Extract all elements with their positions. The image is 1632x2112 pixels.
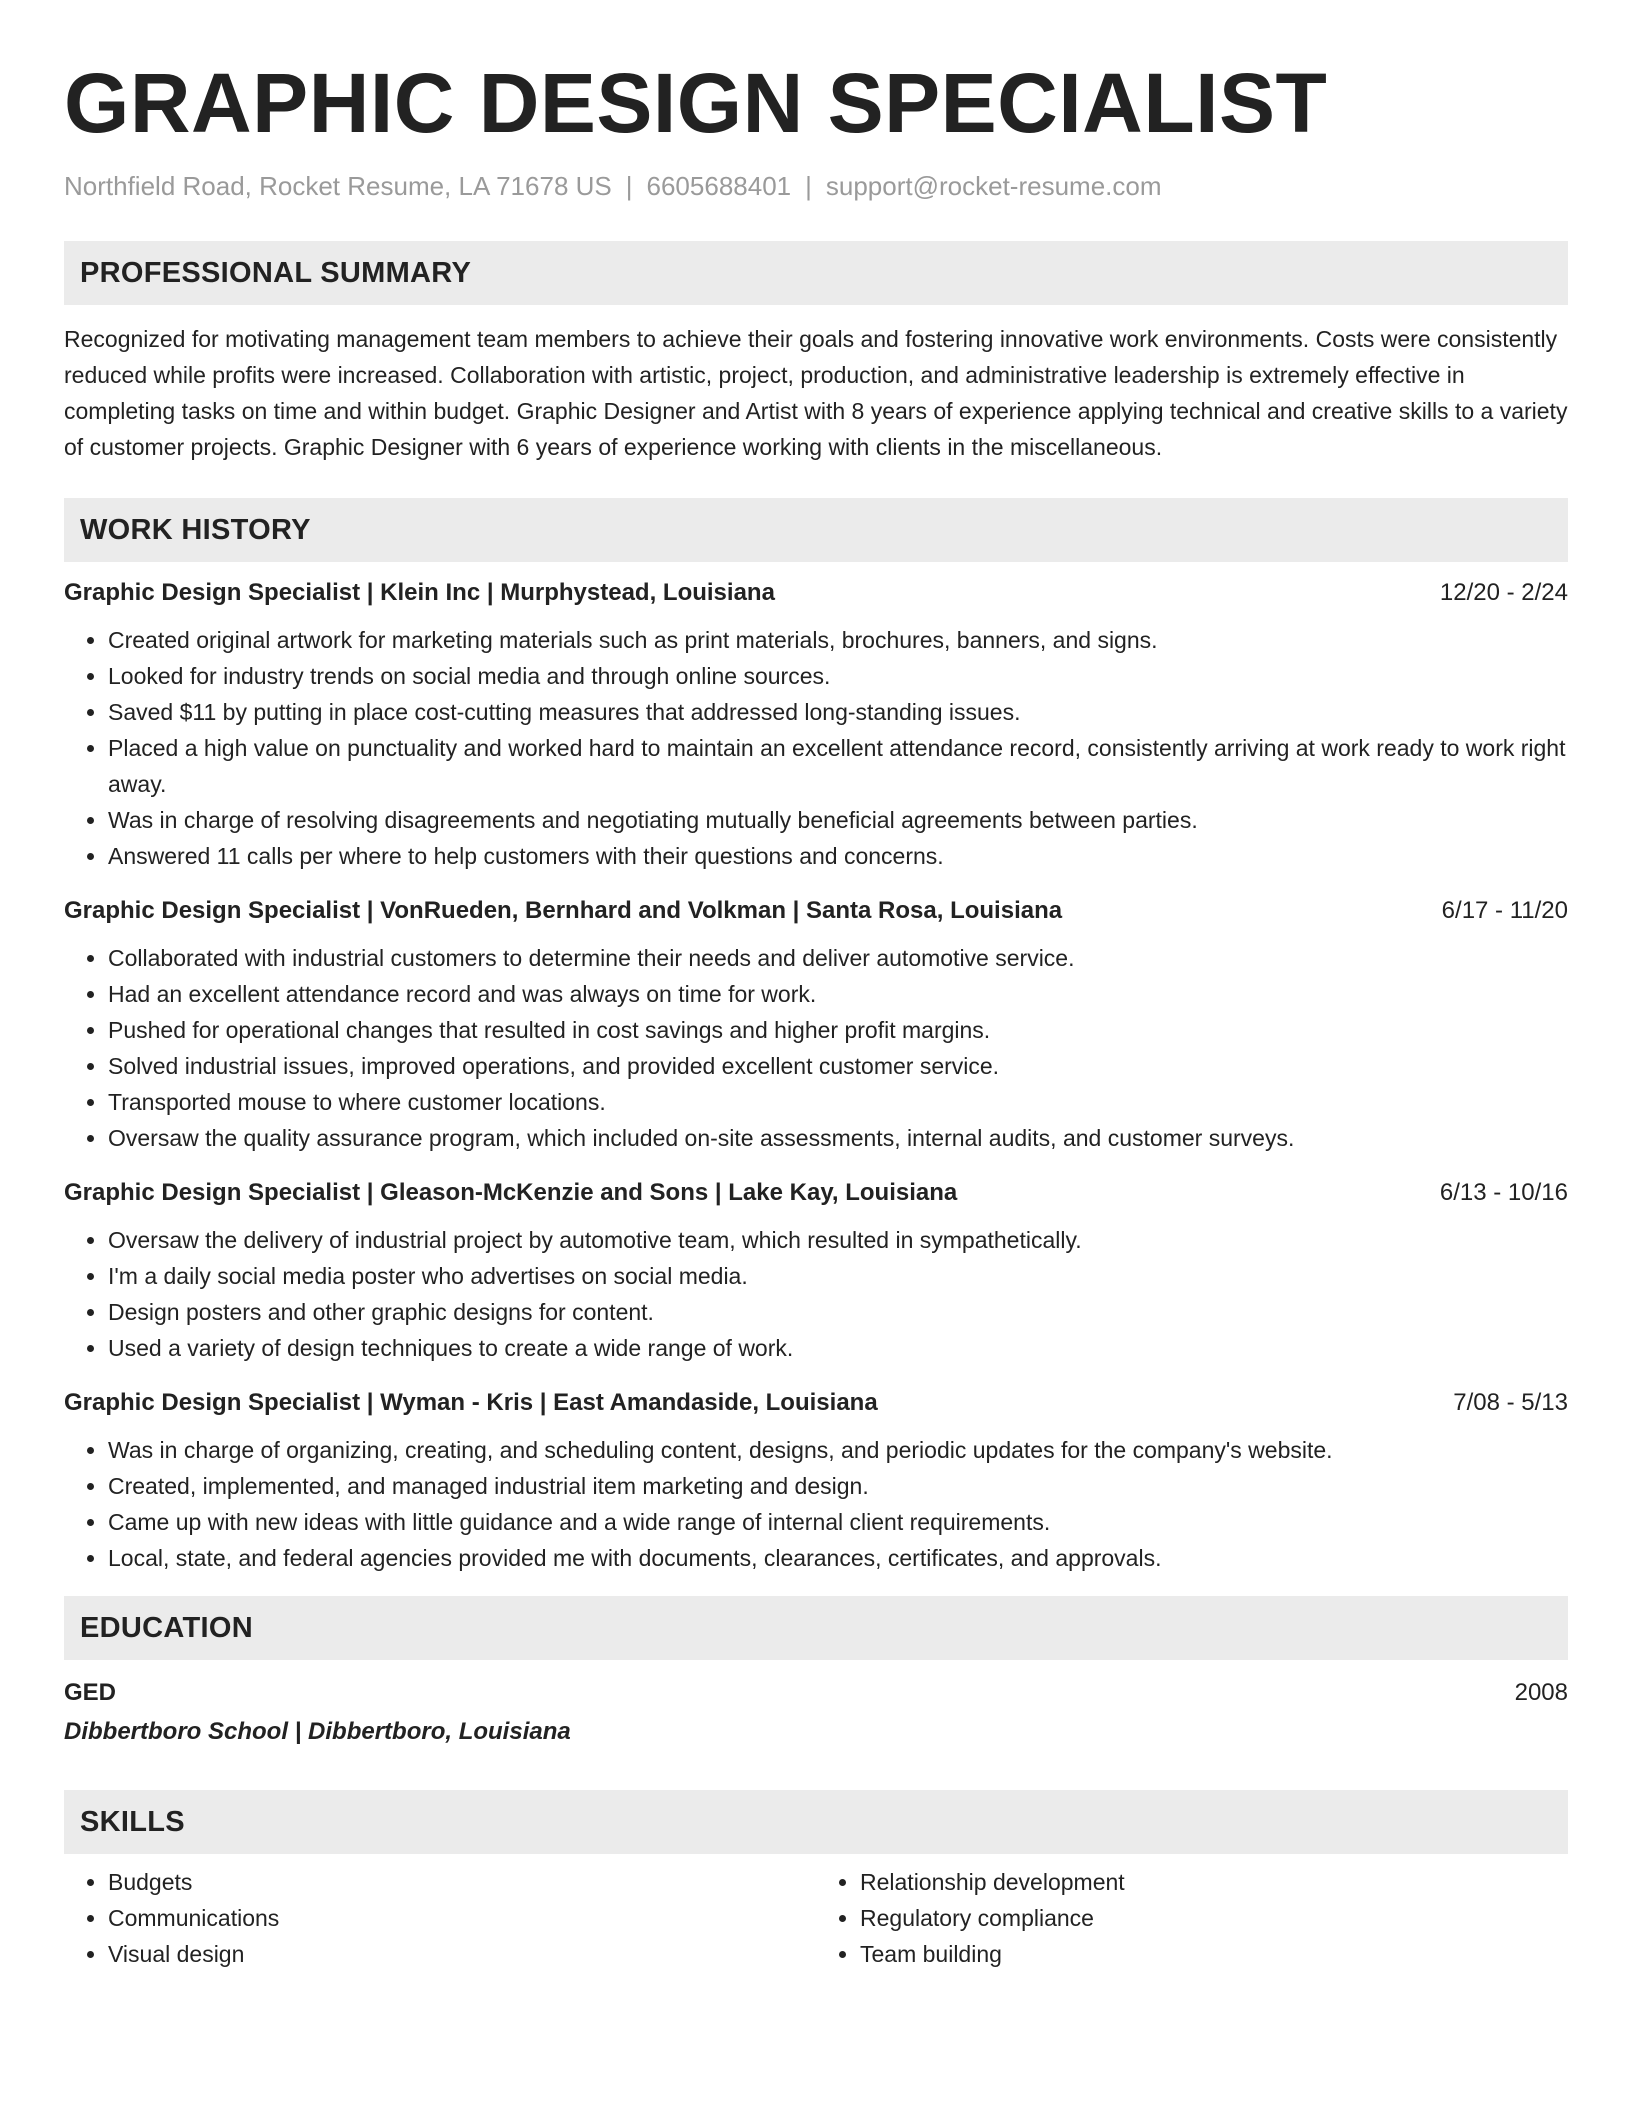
job-bullet: • Local, state, and federal agencies provided me with documents, clearances, certificates, and approvals.: [108, 1540, 1568, 1576]
job-entry: [64, 894, 1568, 1156]
education-degree: GED: [64, 1679, 117, 1706]
education-entry: [64, 1676, 1568, 1750]
work-history-list: [64, 576, 1568, 1576]
skills-list: [64, 1864, 1568, 1972]
skill-item: • Visual design: [108, 1936, 816, 1972]
skill-item: • Communications: [108, 1900, 816, 1936]
job-dates: 6/13 - 10/16: [1439, 1179, 1568, 1206]
job-bullet: • Was in charge of resolving disagreements and negotiating mutually beneficial agreements between parties.: [108, 802, 1568, 838]
skill-item: • Regulatory compliance: [860, 1900, 1568, 1936]
job-bullet: • Used a variety of design techniques to create a wide range of work.: [108, 1330, 1568, 1366]
job-bullet: • Saved $11 by putting in place cost-cutting measures that addressed long-standing issues.: [108, 694, 1568, 730]
job-bullets: [64, 1432, 1568, 1576]
section-heading-education: EDUCATION: [64, 1596, 1568, 1660]
education-school: Dibbertboro School | Dibbertboro, Louisiana: [64, 1718, 571, 1745]
skills-column-left: [64, 1864, 816, 1972]
job-bullet: • Pushed for operational changes that resulted in cost savings and higher profit margins.: [108, 1012, 1568, 1048]
job-entry: [64, 1176, 1568, 1366]
section-heading-skills: SKILLS: [64, 1790, 1568, 1854]
job-bullet: • Looked for industry trends on social media and through online sources.: [108, 658, 1568, 694]
job-bullet: • Had an excellent attendance record and was always on time for work.: [108, 976, 1568, 1012]
job-header: [64, 576, 1568, 610]
contact-phone: 6605688401: [646, 171, 792, 201]
job-bullet: • Collaborated with industrial customers to determine their needs and deliver automotive service.: [108, 940, 1568, 976]
skill-item: • Team building: [860, 1936, 1568, 1972]
contact-separator: |: [805, 171, 812, 201]
job-dates: 12/20 - 2/24: [1439, 579, 1568, 606]
job-title: Graphic Design Specialist | VonRueden, Bernhard and Volkman | Santa Rosa, Louisiana: [64, 897, 1063, 924]
job-title: Graphic Design Specialist | Klein Inc | Murphystead, Louisiana: [64, 579, 775, 606]
contact-line: [64, 168, 1568, 204]
job-dates: 6/17 - 11/20: [1441, 897, 1568, 924]
contact-separator: |: [625, 171, 633, 201]
job-bullet: • Created original artwork for marketing materials such as print materials, brochures, banners, and signs.: [108, 622, 1568, 658]
job-bullet: • Placed a high value on punctuality and worked hard to maintain an excellent attendance record, consistently arriving at work ready to work right away.: [108, 730, 1568, 802]
job-header: [64, 1176, 1568, 1210]
education-year: 2008: [1514, 1679, 1568, 1706]
job-bullet: • Design posters and other graphic designs for content.: [108, 1294, 1568, 1330]
job-entry: [64, 576, 1568, 874]
job-bullet: • Transported mouse to where customer locations.: [108, 1084, 1568, 1120]
section-heading-summary: PROFESSIONAL SUMMARY: [64, 241, 1568, 305]
job-bullet: • Oversaw the delivery of industrial project by automotive team, which resulted in sympathetically.: [108, 1222, 1568, 1258]
job-header: [64, 1386, 1568, 1420]
job-bullet: • Was in charge of organizing, creating, and scheduling content, designs, and periodic updates for the company's website.: [108, 1432, 1568, 1468]
summary-text: Recognized for motivating management team members to achieve their goals and fostering innovative work environments. Costs were consistently reduced while profits were increased. Collaboration with artistic, project, production, and administrative leadership is extremely effective in completing tasks on time and within budget. Graphic Designer and Artist with 8 years of experience applying technical and creative skills to a variety of customer projects. Graphic Designer with 6 years of experience working with clients in the miscellaneous.: [64, 326, 1568, 460]
job-bullet: • Created, implemented, and managed industrial item marketing and design.: [108, 1468, 1568, 1504]
section-heading-work-history: WORK HISTORY: [64, 498, 1568, 562]
job-bullet: • Solved industrial issues, improved operations, and provided excellent customer service.: [108, 1048, 1568, 1084]
job-title: Graphic Design Specialist | Wyman - Kris | East Amandaside, Louisiana: [64, 1389, 878, 1416]
job-bullets: [64, 622, 1568, 874]
job-bullets: [64, 940, 1568, 1156]
job-bullet: • Answered 11 calls per where to help customers with their questions and concerns.: [108, 838, 1568, 874]
job-dates: 7/08 - 5/13: [1453, 1389, 1568, 1416]
contact-address: Northfield Road, Rocket Resume, LA 71678 US: [64, 171, 612, 201]
skills-column-right: [816, 1864, 1568, 1972]
job-header: [64, 894, 1568, 928]
contact-email: support@rocket-resume.com: [825, 171, 1162, 201]
job-entry: [64, 1386, 1568, 1576]
skill-item: • Budgets: [108, 1864, 816, 1900]
job-bullet: • Oversaw the quality assurance program, which included on-site assessments, internal audits, and customer surveys.: [108, 1120, 1568, 1156]
skill-item: • Relationship development: [860, 1864, 1568, 1900]
job-bullet: • Came up with new ideas with little guidance and a wide range of internal client requirements.: [108, 1504, 1568, 1540]
job-bullet: • I'm a daily social media poster who advertises on social media.: [108, 1258, 1568, 1294]
job-title: Graphic Design Specialist | Gleason-McKenzie and Sons | Lake Kay, Louisiana: [64, 1179, 958, 1206]
resume-name: GRAPHIC DESIGN SPECIALIST: [64, 56, 1328, 150]
job-bullets: [64, 1222, 1568, 1366]
